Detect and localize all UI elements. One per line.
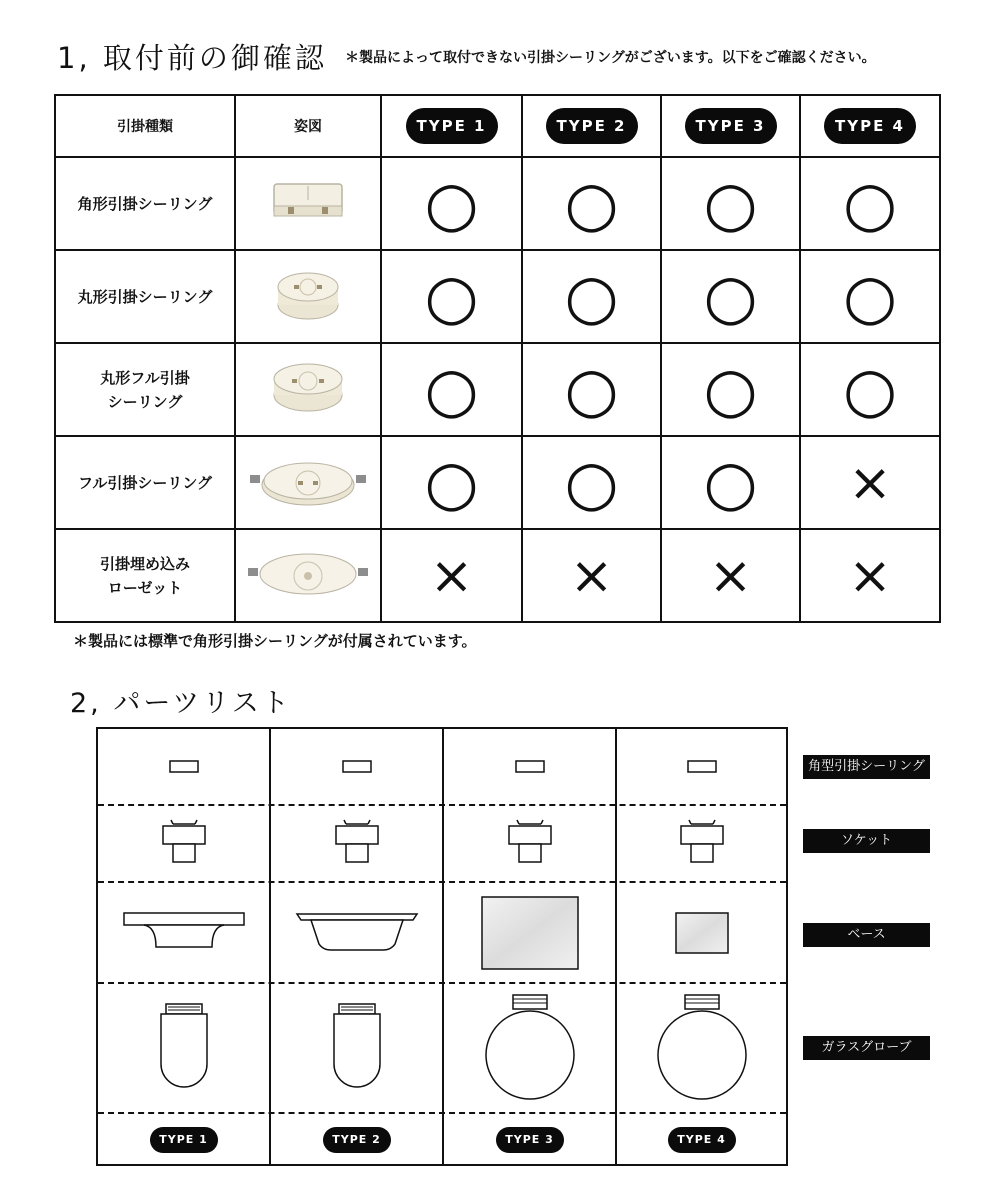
cross-mark: × [848, 545, 892, 606]
row-label-line1: 丸形フル引掛 [100, 368, 190, 387]
type-label-cell [98, 1114, 269, 1166]
circle-mark: ○ [842, 259, 898, 333]
section1-title: 1, 取付前の御確認 [57, 41, 327, 75]
cross-mark: × [708, 545, 753, 606]
circle-mark: ○ [564, 259, 619, 333]
socket-icon [677, 816, 727, 872]
row-label-line1: 引掛埋め込み [99, 554, 190, 573]
cross-mark: × [429, 545, 474, 606]
circle-mark: ○ [842, 352, 898, 426]
round-ceiling-icon [268, 265, 348, 325]
mark-cell [661, 343, 800, 436]
mark-cell [661, 529, 800, 622]
mark-cell [381, 343, 522, 436]
legend-globe: ガラスグローブ [803, 1036, 930, 1060]
row-label-line1: フル引掛シーリング [77, 473, 213, 492]
round-full-ceiling-icon [266, 359, 350, 417]
ceiling-adapter-icon [687, 760, 717, 774]
circle-mark: ○ [424, 166, 479, 240]
ceiling-adapter-icon [342, 760, 372, 774]
sphere-globe-icon [654, 993, 750, 1103]
table-row [55, 343, 940, 436]
square-ceiling-icon [268, 180, 348, 224]
mark-cell [522, 157, 661, 250]
mark-cell [381, 157, 522, 250]
socket-icon [332, 816, 382, 872]
compatibility-table [54, 94, 941, 623]
part-globe-type4 [617, 984, 786, 1112]
mark-cell [800, 250, 940, 343]
type-pill: TYPE 3 [685, 108, 777, 144]
row-label [55, 529, 235, 622]
mark-cell [661, 250, 800, 343]
header-type4 [800, 95, 940, 157]
part-ceiling-type2 [271, 729, 442, 804]
figure-cell [235, 157, 381, 250]
circle-mark: ○ [703, 259, 758, 333]
mark-cell [661, 157, 800, 250]
table-row [55, 529, 940, 622]
part-ceiling-type3 [444, 729, 615, 804]
mark-cell [522, 529, 661, 622]
row-label [55, 250, 235, 343]
row-label-line1: 丸形引掛シーリング [77, 287, 213, 306]
header-type2 [522, 95, 661, 157]
sphere-globe-icon [482, 993, 578, 1103]
figure-cell [235, 343, 381, 436]
flared-base-icon [122, 909, 246, 957]
table-row [55, 157, 940, 250]
legend-socket: ソケット [803, 829, 930, 853]
circle-mark: ○ [703, 445, 758, 519]
cross-mark: × [848, 452, 892, 513]
legend-base: ベース [803, 923, 930, 947]
row-label-line1: 角形引掛シーリング [77, 194, 213, 213]
type-pill: TYPE 2 [323, 1127, 391, 1153]
header-figure: 姿図 [235, 95, 381, 157]
section2-title: 2, パーツリスト [70, 688, 292, 719]
figure-cell [235, 436, 381, 529]
table-row [55, 250, 940, 343]
type-pill: TYPE 1 [406, 108, 498, 144]
table-header-row [55, 95, 940, 157]
part-base-type1 [98, 883, 269, 982]
large-square-base-icon [480, 895, 580, 971]
mark-cell [800, 436, 940, 529]
part-socket-type2 [271, 806, 442, 881]
part-base-type3 [444, 883, 615, 982]
circle-mark: ○ [564, 166, 619, 240]
circle-mark: ○ [564, 445, 619, 519]
type-label-cell [617, 1114, 786, 1166]
mark-cell [800, 157, 940, 250]
type-pill: TYPE 2 [546, 108, 638, 144]
socket-icon [159, 816, 209, 872]
circle-mark: ○ [842, 166, 898, 240]
row-label [55, 436, 235, 529]
mark-cell [661, 436, 800, 529]
part-socket-type3 [444, 806, 615, 881]
part-globe-type2 [271, 984, 442, 1112]
table-row [55, 436, 940, 529]
type-pill: TYPE 4 [824, 108, 916, 144]
full-ceiling-icon [248, 451, 368, 511]
section1-footnote: ＊製品には標準で角形引掛シーリングが付属されています。 [73, 632, 477, 650]
mark-cell [522, 343, 661, 436]
circle-mark: ○ [424, 445, 479, 519]
bowl-base-icon [295, 908, 419, 958]
circle-mark: ○ [424, 259, 479, 333]
part-socket-type4 [617, 806, 786, 881]
row-label [55, 343, 235, 436]
part-base-type2 [271, 883, 442, 982]
row-label [55, 157, 235, 250]
header-type: 引掛種類 [55, 95, 235, 157]
small-square-base-icon [674, 911, 730, 955]
type-label-cell [444, 1114, 615, 1166]
part-ceiling-type1 [98, 729, 269, 804]
mark-cell [381, 250, 522, 343]
header-type1 [381, 95, 522, 157]
figure-cell [235, 250, 381, 343]
section1-note: ＊製品によって取付できない引掛シーリングがございます。以下をご確認ください。 [345, 50, 876, 66]
ceiling-adapter-icon [169, 760, 199, 774]
row-label-line2: ローゼット [107, 578, 183, 597]
type-pill: TYPE 1 [150, 1127, 218, 1153]
mark-cell [800, 529, 940, 622]
row-label-line2: シーリング [107, 392, 183, 411]
circle-mark: ○ [424, 352, 479, 426]
mark-cell [800, 343, 940, 436]
circle-mark: ○ [703, 352, 758, 426]
embedded-rosette-icon [246, 546, 370, 602]
mark-cell [522, 436, 661, 529]
legend-ceiling: 角型引掛シーリング [803, 755, 930, 779]
type-pill: TYPE 3 [496, 1127, 564, 1153]
part-globe-type1 [98, 984, 269, 1112]
parts-list-grid [96, 727, 788, 1166]
cross-mark: × [569, 545, 614, 606]
mark-cell [522, 250, 661, 343]
capsule-globe-icon [327, 1002, 387, 1094]
circle-mark: ○ [564, 352, 619, 426]
capsule-globe-icon [154, 1002, 214, 1094]
mark-cell [381, 529, 522, 622]
header-type3 [661, 95, 800, 157]
part-globe-type3 [444, 984, 615, 1112]
socket-icon [505, 816, 555, 872]
part-ceiling-type4 [617, 729, 786, 804]
type-pill: TYPE 4 [668, 1127, 736, 1153]
ceiling-adapter-icon [515, 760, 545, 774]
figure-cell [235, 529, 381, 622]
part-base-type4 [617, 883, 786, 982]
circle-mark: ○ [703, 166, 758, 240]
type-label-cell [271, 1114, 442, 1166]
mark-cell [381, 436, 522, 529]
part-socket-type1 [98, 806, 269, 881]
